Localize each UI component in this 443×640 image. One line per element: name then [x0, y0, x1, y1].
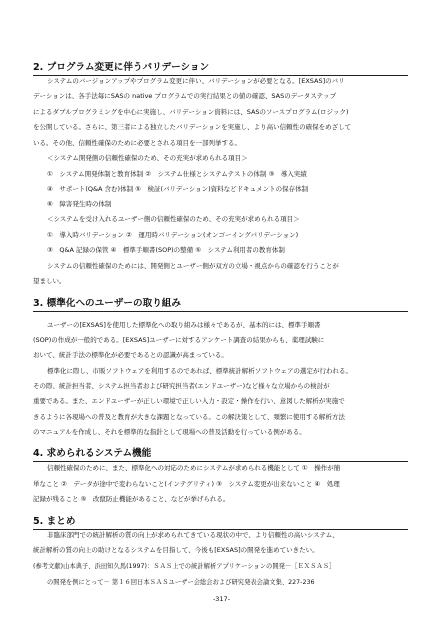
- section-5-line-2: 統計解析の質の向上の助けとなるシステムを目指して、今後も[EXSAS]の開発を進めていきたい。: [33, 546, 319, 554]
- section-2-title: 2. プログラム変更に伴うバリデーション: [33, 62, 408, 76]
- section-3-line-7: きるように各現場への普及と教育が大きな課題となっている。この解決策として、頻繁に使用する解析方法: [33, 413, 345, 421]
- section-5-title: 5. まとめ: [33, 516, 408, 530]
- section-2-line-14: 望ましい。: [33, 277, 66, 285]
- section-3-line-8: のマニュアルを作成し、それを標準的な指針として現場への普及活動を行っている例がある。: [33, 428, 306, 436]
- section-2-line-4: を公開している。さらに、第三者による独立したバリデーションを実施し、より高い信頼性の確保をめざして: [33, 123, 352, 131]
- reference-line-1: (参考文献)山本典子、浜田知久馬(1997)：ＳＡＳ上での統計解析アプリケーションの開発－［ＥＸＳＡＳ］: [33, 563, 336, 570]
- section-3-title: 3. 標準化へのユーザーの取り組み: [33, 298, 408, 312]
- section-4-line-2: 単なこと ② データが途中で変わらないこと(インテグリティ) ③ システム変更が出来ないこと ④ 処理: [33, 480, 340, 488]
- section-4-line-1: 信頼性確保のために、また、標準化への対応のためにシステムが求められる機能として ① 操作が簡: [47, 464, 341, 472]
- section-4-title: 4. 求められるシステム機能: [33, 448, 408, 462]
- section-2-line-13: システムの信頼性確保のためには、開発側とユーザー側が双方の立場・視点からの確認を行うことが: [47, 262, 339, 270]
- section-2-line-8: ④ サポート(Q&A 含む)体制 ⑤ 検証(バリデーション)資料などドキュメントの保存体制: [47, 185, 309, 193]
- section-3-line-3: おいて、統計手法の標準化が必要であるとの認識が高まっている。: [33, 351, 228, 359]
- reference-line-2: の開発を例にとって－ 第１６回日本ＳＡＳユーザー会総会および研究発表会論文集、227-236: [47, 579, 315, 586]
- section-5-line-1: 非臨床部門での統計解析の質の向上が求められてきている現状の中で、より信頼性の高いシステム、: [47, 531, 339, 539]
- section-2-line-2: デーションは、各手法毎にSASの native プログラムでの実行結果との値の確認、SASのデータステップ: [33, 92, 337, 100]
- section-2-line-6: ＜システム開発側の信頼性確保のため、その充実が求められる項目＞: [47, 154, 248, 162]
- page-number: -317-: [212, 595, 231, 603]
- section-3-line-4: 標準化に際し、市販ソフトウェアを利用するのであれば、標準統計解析ソフトウェアの選定が行われる。: [47, 367, 352, 375]
- section-2-line-11: ① 導入時バリデーション ② 運用時バリデーション(オンゴーイングバリデーション): [47, 231, 299, 239]
- section-2-line-5: いる。その他、信頼性確保のために必要とされる項目を一部列挙する。: [33, 139, 241, 147]
- section-4-line-3: 記録が残ること ⑤ 改竄防止機能があること、などが挙げられる。: [33, 495, 230, 503]
- section-2-line-3: によるダブルプログラミングを中心に実施し、バリデーション資料には、SASのソースプログラム(ロジック): [33, 108, 349, 116]
- section-3-line-5: その際、統計担当者、システム担当者および研究担当者(エンドユーザー)など様々な立場からの検討が: [33, 382, 330, 390]
- section-2-line-1: システムのバージョンアップやプログラム変更に伴い、バリデーションが必要となる。[EXSAS]のバリ: [47, 77, 345, 85]
- section-2-line-7: ① システム開発体制と教育体制 ② システム仕様とシステムテストの体制 ③ 導入実績: [47, 170, 307, 178]
- section-3-line-2: (SOP)の作成が一般的である。[EXSAS]ユーザーに対するアンケート調査の結果からも、薬理試験に: [33, 336, 325, 344]
- section-2-line-9: ⑥ 障害発生時の体制: [47, 200, 112, 208]
- section-3-line-6: 重要である。また、エンドユーザーが正しい環境で正しい入力・設定・操作を行い、意図した解析が実施で: [33, 397, 345, 405]
- section-3-line-1: ユーザーの[EXSAS]を使用した標準化への取り組みは様々であるが、基本的には、標準手順書: [47, 321, 321, 329]
- section-2-line-10: ＜システムを受け入れるユーザー側の信頼性確保のため、その充実が求められる項目＞: [47, 215, 300, 223]
- section-2-line-12: ③ Q&A 記録の保管 ④ 標準手順書(SOP)の整備 ⑤ システム利用者の教育体制: [47, 246, 285, 254]
